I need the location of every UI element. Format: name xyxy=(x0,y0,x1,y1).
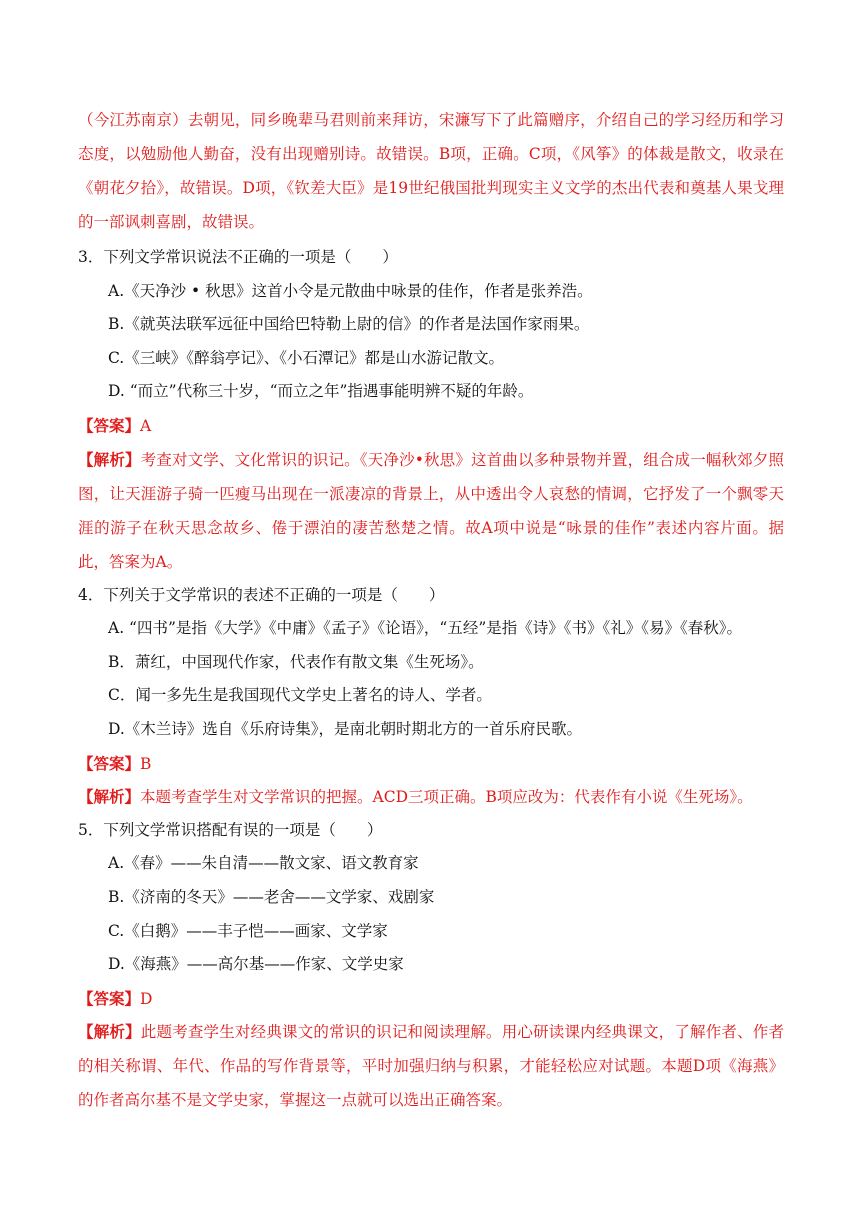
question-5-option-b: B.《济南的冬天》——老舍——文学家、戏剧家 xyxy=(108,887,435,906)
question-4-stem: 4．下列关于文学常识的表述不正确的一项是（ ） xyxy=(78,585,445,604)
previous-analysis-continuation: （今江苏南京）去朝见，同乡晚辈马君则前来拜访，宋濂写下了此篇赠序，介绍自己的学习经历和学习态度，以勉励他人勤奋，没有出现赠别诗。故错误。B项，正确。C项，《风筝》的体裁是散文，收录在《朝花夕拾》，故错误。D项，《钦差大臣》是19世纪俄国批判现实主义文学的杰出代表和奠基人果戈理的一部讽刺喜剧，故错误。 xyxy=(78,111,784,231)
question-3-stem: 3．下列文学常识说法不正确的一项是（ ） xyxy=(78,248,398,266)
answer-label: 【答案】 xyxy=(78,753,141,773)
document-content xyxy=(78,103,784,1117)
analysis-label: 【解析】 xyxy=(78,449,141,469)
question-5-stem: 5．下列文学常识搭配有误的一项是（ ） xyxy=(78,820,383,839)
question-4-option-c: C．闻一多先生是我国现代文学史上著名的诗人、学者。 xyxy=(108,686,492,705)
question-3-option-b: B.《就英法联军远征中国给巴特勒上尉的信》的作者是法国作家雨果。 xyxy=(108,315,590,334)
answer-value: A xyxy=(140,416,152,435)
question-4-option-d: D.《木兰诗》选自《乐府诗集》，是南北朝时期北方的一首乐府民歌。 xyxy=(108,719,583,738)
question-4-option-a: A. “四书”是指《大学》《中庸》《孟子》《论语》，“五经”是指《诗》《书》《礼》《易》《春秋》。 xyxy=(108,619,742,638)
question-3-option-d: D. “而立”代称三十岁，“而立之年”指遇事能明辨不疑的年龄。 xyxy=(108,382,534,401)
answer-value: D xyxy=(140,989,153,1008)
answer-label: 【答案】 xyxy=(78,988,141,1008)
question-4-answer xyxy=(78,747,784,781)
analysis-label: 【解析】 xyxy=(78,1022,141,1042)
analysis-text: 本题考查学生对文学常识的把握。ACD三项正确。B项应改为：代表作有小说《生死场》。 xyxy=(140,788,753,807)
question-5-answer xyxy=(78,982,784,1016)
question-5-analysis xyxy=(78,1015,784,1117)
question-4 xyxy=(78,579,784,814)
question-3-option-c: C.《三峡》《醉翁亭记》、《小石潭记》都是山水游记散文。 xyxy=(108,348,504,367)
answer-value: B xyxy=(140,754,152,773)
question-5 xyxy=(78,814,784,1118)
analysis-label: 【解析】 xyxy=(78,787,141,807)
question-5-option-d: D.《海燕》——高尔基——作家、文学史家 xyxy=(108,955,404,974)
analysis-text: 此题考查学生对经典课文的常识的识记和阅读理解。用心研读课内经典课文，了解作者、作者的相关称谓、年代、作品的写作背景等，平时加强归纳与积累，才能轻松应对试题。本题D项《海燕》的作者高尔基不是文学史家，掌握这一点就可以选出正确答案。 xyxy=(78,1023,784,1110)
question-3-analysis xyxy=(78,443,784,579)
question-3-option-a: A.《天净沙 • 秋思》这首小令是元散曲中咏景的佳作，作者是张养浩。 xyxy=(108,281,593,300)
answer-label: 【答案】 xyxy=(78,415,141,435)
question-5-option-a: A.《春》——朱自清——散文家、语文教育家 xyxy=(108,854,419,873)
question-3-answer xyxy=(78,409,784,443)
question-4-option-b: B．萧红，中国现代作家，代表作有散文集《生死场》。 xyxy=(108,652,484,671)
question-3 xyxy=(78,241,784,579)
question-4-analysis xyxy=(78,780,784,814)
analysis-text: 考查对文学、文化常识的识记。《天净沙•秋思》这首曲以多种景物并置，组合成一幅秋郊夕照图，让天涯游子骑一匹瘦马出现在一派凄凉的背景上，从中透出令人哀愁的情调，它抒发了一个飘零天涯的游子在秋天思念故乡、倦于漂泊的凄苦愁楚之情。故A项中说是“咏景的佳作”表述内容片面。据此，答案为A。 xyxy=(78,450,784,571)
question-5-option-c: C.《白鹅》——丰子恺——画家、文学家 xyxy=(108,921,388,940)
